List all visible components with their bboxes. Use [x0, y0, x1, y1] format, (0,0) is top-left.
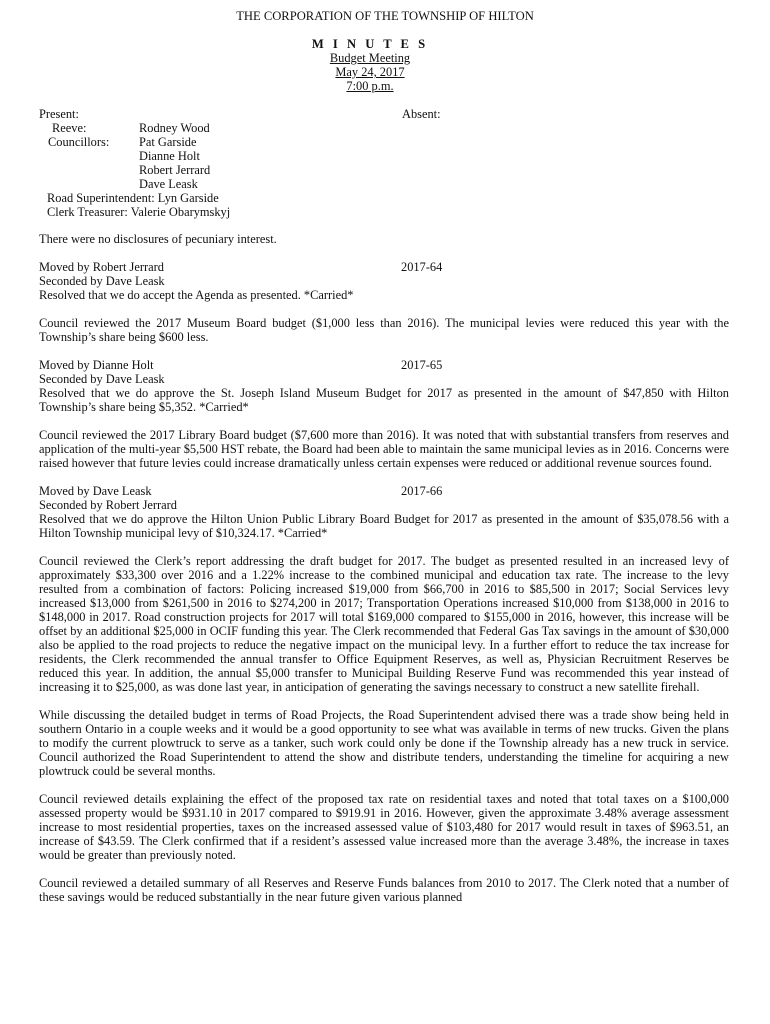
minutes-title: M I N U T E S: [311, 37, 429, 51]
reeve-name: Rodney Wood: [139, 121, 210, 135]
organization-title: THE CORPORATION OF THE TOWNSHIP OF HILTON: [236, 9, 534, 23]
road-projects-paragraph: While discussing the detailed budget in terms of Road Projects, the Road Superintendent advised there was a trade show being held in southern Ontario in a couple weeks and it would be a good opportunity to see what was available in terms of new trucks. Given the plans to modify the current plowtruck to serve as a tanker, such work could only be done if the Township already has a new truck in service. Council authorized the Road Superintendent to attend the show and distribute tenders, understanding the timeline for acquiring a new plowtruck could be several months.: [39, 708, 729, 778]
motion-resolution: Resolved that we do approve the Hilton Union Public Library Board Budget for 2017 as presented in the amount of $35,078.56 with a Hilton Township municipal levy of $10,324.17. *Carried*: [39, 512, 729, 540]
library-review-paragraph: Council reviewed the 2017 Library Board budget ($7,600 more than 2016). It was noted that with substantial transfers from reserves and application of the multi-year $5,500 HST rebate, the Board had been able to maintain the same municipal levies as in 2016. Concerns were raised however that future levies could increase dramatically unless certain expenses were reduced or additional revenue sources found.: [39, 428, 729, 470]
councillor-name: Dave Leask: [139, 177, 198, 191]
motion-moved-by: Moved by Dianne Holt: [39, 358, 154, 372]
absent-label: Absent:: [402, 107, 441, 121]
meeting-time: 7:00 p.m.: [346, 79, 394, 93]
museum-review-paragraph: Council reviewed the 2017 Museum Board budget ($1,000 less than 2016). The municipal levies were reduced this year with the Township’s share being $600 less.: [39, 316, 729, 344]
meeting-type: Budget Meeting: [329, 51, 411, 65]
motion-moved-by: Moved by Dave Leask: [39, 484, 152, 498]
reeve-label: Reeve:: [52, 121, 87, 135]
clerk-treasurer: Clerk Treasurer: Valerie Obarymskyj: [47, 205, 231, 219]
meeting-header: [0, 37, 740, 93]
attendance-block: [39, 107, 739, 219]
councillor-name: Dianne Holt: [139, 149, 200, 163]
motion-number: 2017-66: [401, 484, 443, 498]
motion-seconded-by: Seconded by Dave Leask: [39, 274, 165, 288]
motion-resolution: Resolved that we do approve the St. Joseph Island Museum Budget for 2017 as presented in the amount of $47,850 with Hilton Township’s share being $5,352. *Carried*: [39, 386, 729, 414]
motion-number: 2017-64: [401, 260, 443, 274]
tax-rate-paragraph: Council reviewed details explaining the effect of the proposed tax rate on residential taxes and noted that total taxes on a $100,000 assessed property would be $931.10 in 2017 compared to $919.91 in 2016. However, given the approximate 3.48% average assessment increase to most residential properties, taxes on the increased assessed value of $103,480 for 2017 would result in taxes of $963.51, an increase of $43.59. The Clerk confirmed that if a resident’s assessed value increased more than the average 3.48%, the increase in taxes would be greater than previously noted.: [39, 792, 729, 862]
clerk-report-paragraph: Council reviewed the Clerk’s report addressing the draft budget for 2017. The budget as presented resulted in an increased levy of approximately $33,300 over 2016 and a 1.22% increase to the combined municipal and education tax rate. The increase to the levy resulted from a combination of factors: Policing increased $19,000 from $66,700 in 2016 to $85,500 in 2017; Social Services levy increased $13,000 from $261,500 in 2016 to $274,200 in 2017; Transportation Operations increased $10,000 from $138,000 in 2016 to $148,000 in 2017. Road construction projects for 2017 will total $169,000 compared to $155,000 in 2016, however, this increase will be offset by an additional $25,000 in OCIF funding this year. The Clerk recommended that Federal Gas Tax savings in the amount of $30,000 also be applied to the road projects to reduce the negative impact on the municipal levy. In a further effort to reduce the tax increase for residents, the Clerk recommended the annual transfer to Office Equipment Reserves, as well as, Physician Recruitment Reserves be reduced this year. In addition, the annual $5,000 transfer to Municipal Building Reserve Fund was recommended this year instead of increasing it to $25,000, as was done last year, in anticipation of generating the savings necessary to construct a new satellite firehall.: [39, 554, 729, 694]
councillors-label: Councillors:: [48, 135, 110, 149]
motion-resolution: Resolved that we do accept the Agenda as presented. *Carried*: [39, 288, 354, 302]
motion-moved-by: Moved by Robert Jerrard: [39, 260, 164, 274]
motion-seconded-by: Seconded by Dave Leask: [39, 372, 165, 386]
councillor-name: Robert Jerrard: [139, 163, 211, 177]
meeting-date: May 24, 2017: [335, 65, 405, 79]
present-label: Present:: [39, 107, 79, 121]
motion-2017-64: [39, 260, 729, 302]
motion-2017-66: [39, 484, 729, 540]
motion-seconded-by: Seconded by Robert Jerrard: [39, 498, 177, 512]
disclosures-paragraph: There were no disclosures of pecuniary interest.: [39, 232, 277, 246]
minutes-body: [39, 232, 729, 904]
reserves-paragraph: Council reviewed a detailed summary of all Reserves and Reserve Funds balances from 2010 to 2017. The Clerk noted that a number of these savings would be reduced substantially in the near future given various planned: [39, 876, 729, 904]
motion-2017-65: [39, 358, 729, 414]
road-superintendent: Road Superintendent: Lyn Garside: [47, 191, 219, 205]
motion-number: 2017-65: [401, 358, 443, 372]
councillor-name: Pat Garside: [139, 135, 197, 149]
